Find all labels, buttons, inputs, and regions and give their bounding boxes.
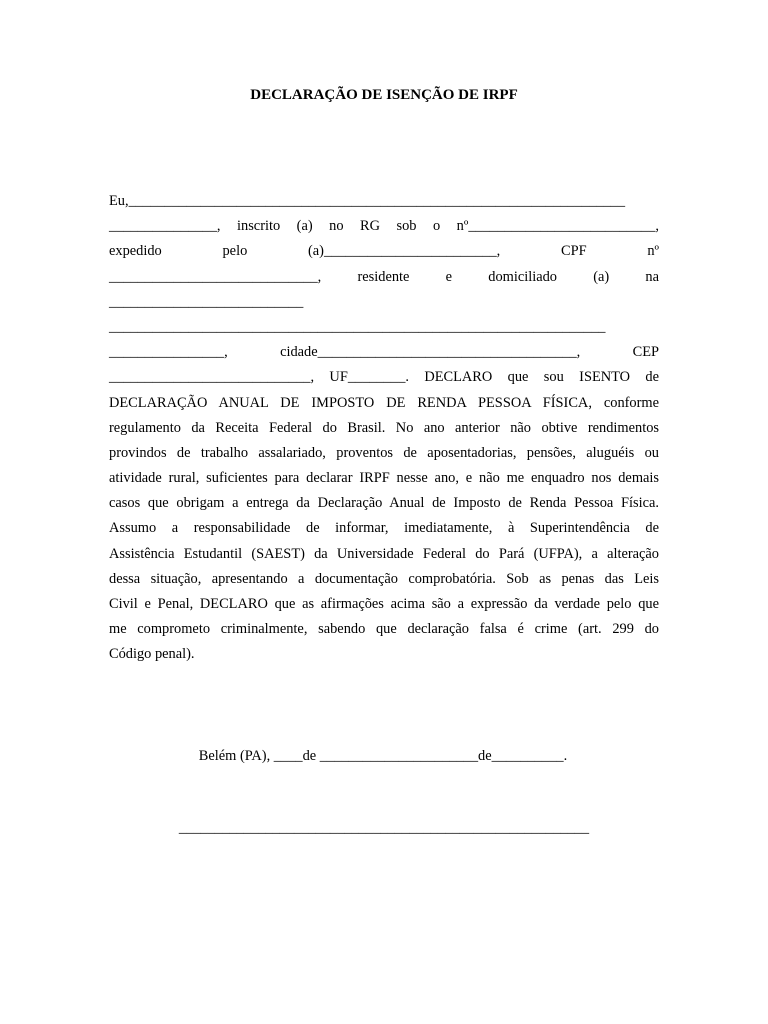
body-line-3: expedido pelo (a)________________________, CPF nº	[109, 243, 659, 260]
body-line-11: provindos de trabalho assalariado, proventos de aposentadorias, pensões, aluguéis ou	[109, 444, 659, 461]
body-line-6: _____________________________________________________________________	[109, 318, 606, 335]
body-line-15: Assistência Estudantil (SAEST) da Universidade Federal do Pará (UFPA), a alteração	[109, 545, 659, 562]
signature-line: _________________________________________________________	[178, 820, 590, 836]
body-line-2: _______________, inscrito (a) no RG sob o nº__________________________,	[109, 218, 659, 235]
body-line-17: Civil e Penal, DECLARO que as afirmações acima são a expressão da verdade pelo que	[109, 596, 659, 612]
body-line-4: _____________________________, residente e domiciliado (a) na	[109, 268, 659, 285]
body-line-9: DECLARAÇÃO ANUAL DE IMPOSTO DE RENDA PESSOA FÍSICA, conforme	[109, 394, 659, 411]
date-line-text: Belém (PA), ____de ______________________de__________.	[198, 748, 568, 764]
body-line-5: ___________________________	[109, 293, 304, 310]
body-line-19: Código penal).	[109, 646, 195, 663]
body-line-18: me comprometo criminalmente, sabendo que declaração falsa é crime (art. 299 do	[109, 621, 659, 638]
date-line	[0, 746, 768, 766]
body-line-13: casos que obrigam a entrega da Declaração Anual de Imposto de Renda Pessoa Física.	[109, 495, 659, 512]
body-line-10: regulamento da Receita Federal do Brasil. No ano anterior não obtive rendimentos	[109, 419, 659, 436]
body-line-7: ________________, cidade____________________________________, CEP	[109, 344, 659, 361]
body-line-14: Assumo a responsabilidade de informar, imediatamente, à Superintendência de	[109, 520, 659, 537]
document-title: DECLARAÇÃO DE ISENÇÃO DE IRPF	[250, 87, 518, 103]
body-line-16: dessa situação, apresentando a documentação comprobatória. Sob as penas das Leis	[109, 570, 659, 587]
declaration-body	[109, 189, 659, 668]
body-line-1: Eu,_____________________________________________________________________	[109, 193, 626, 209]
body-line-12: atividade rural, suficientes para declarar IRPF nesse ano, e não me enquadro nos demais	[109, 470, 659, 487]
body-line-8: ____________________________, UF________. DECLARO que sou ISENTO de	[109, 369, 659, 386]
